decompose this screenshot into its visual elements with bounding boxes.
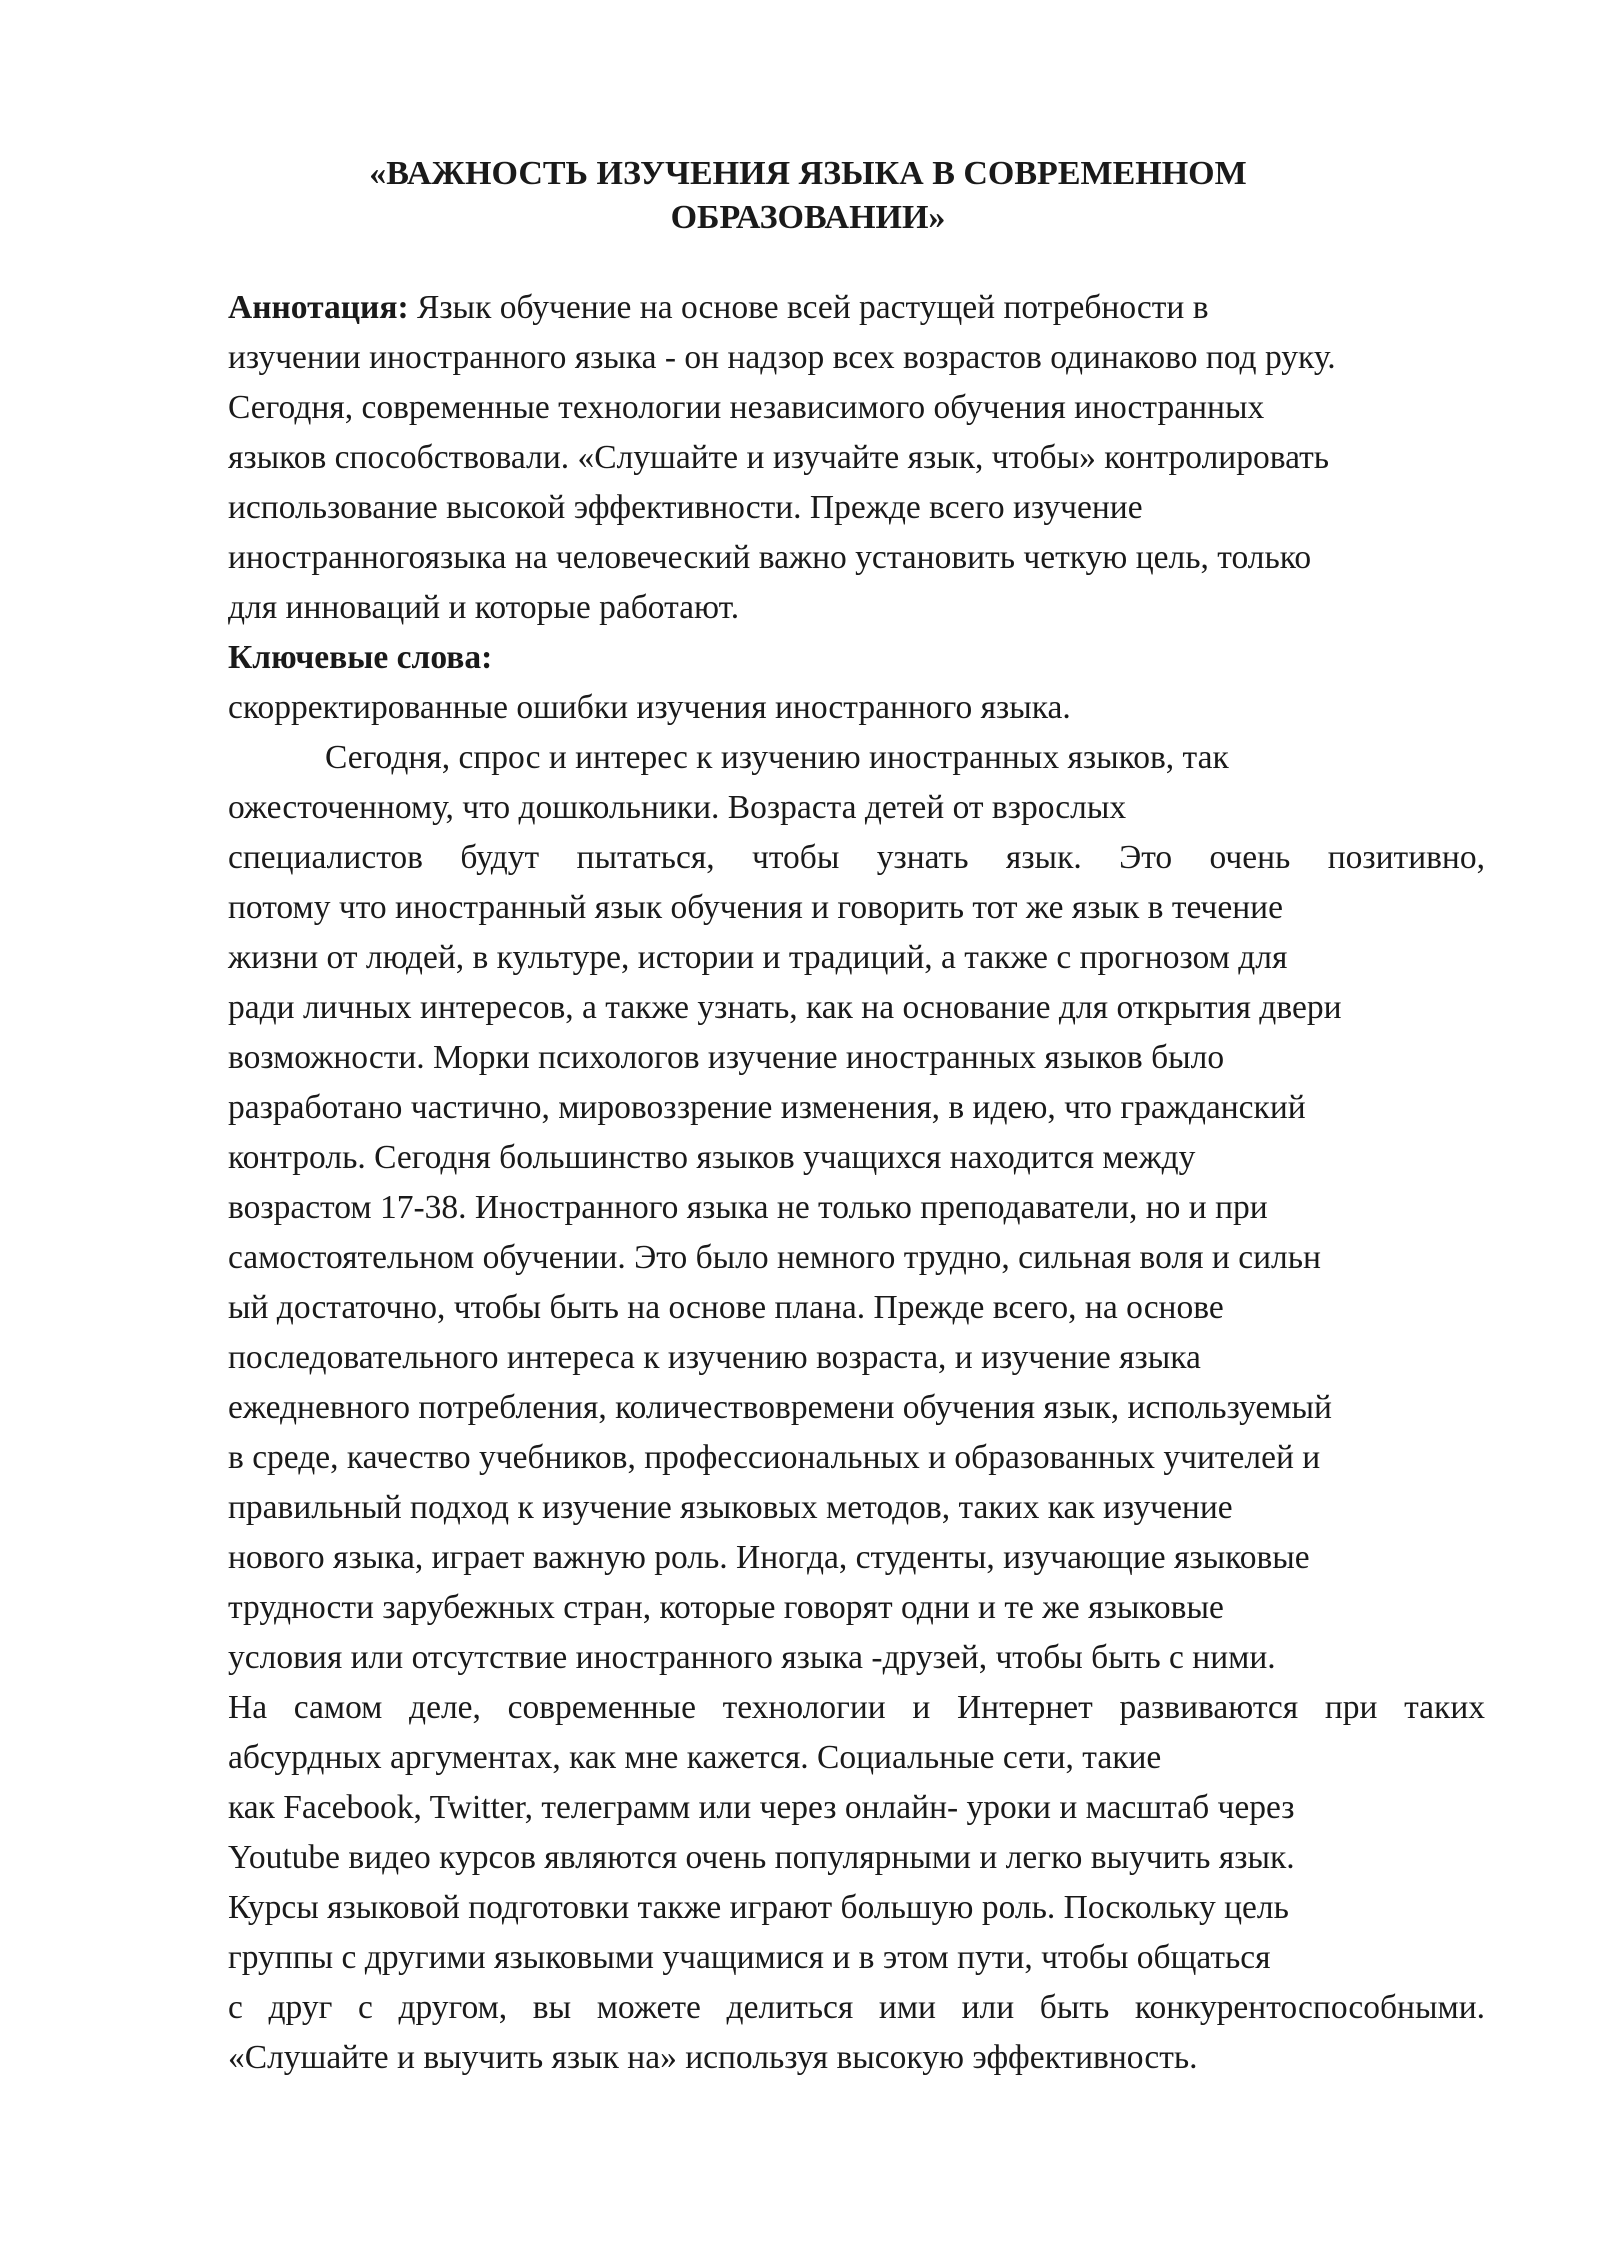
body-line: ый достаточно, чтобы быть на основе плана. Прежде всего, на основе — [228, 1289, 1224, 1326]
body-line: разработано частично, мировоззрение изменения, в идею, что гражданский — [228, 1089, 1306, 1126]
body-line: как Facebook, Twitter, телеграмм или через онлайн- уроки и масштаб через — [228, 1789, 1295, 1826]
body-line: потому что иностранный язык обучения и говорить тот же язык в течение — [228, 889, 1283, 926]
body-line: группы с другими языковыми учащимися и в этом пути, чтобы общаться — [228, 1939, 1271, 1976]
body-line: нового языка, играет важную роль. Иногда, студенты, изучающие языковые — [228, 1539, 1310, 1576]
keywords-label: Ключевые слова: — [228, 639, 493, 676]
annotation-line: Сегодня, современные технологии независимого обучения иностранных — [228, 389, 1265, 426]
keywords-line: скорректированные ошибки изучения иностранного языка. — [228, 689, 1071, 726]
body-line: возрастом 17-38. Иностранного языка не только преподаватели, но и при — [228, 1189, 1268, 1226]
body-line: ради личных интересов, а также узнать, как на основание для открытия двери — [228, 989, 1342, 1026]
annotation-line: использование высокой эффективности. Прежде всего изучение — [228, 489, 1143, 526]
title-line: ОБРАЗОВАНИИ» — [670, 199, 946, 236]
body-line: возможности. Морки психологов изучение иностранных языков было — [228, 1039, 1225, 1076]
document-body — [228, 283, 1498, 2083]
body-line: Курсы языковой подготовки также играют большую роль. Поскольку цель — [228, 1889, 1289, 1926]
annotation-text: Язык обучение на основе всей растущей потребности в — [416, 289, 1209, 326]
annotation-line: изучении иностранного языка - он надзор всех возрастов одинаково под руку. — [228, 339, 1336, 376]
annotation-line: языков способствовали. «Слушайте и изучайте язык, чтобы» контролировать — [228, 439, 1330, 476]
body-line: абсурдных аргументах, как мне кажется. Социальные сети, такие — [228, 1739, 1162, 1776]
title-line: «ВАЖНОСТЬ ИЗУЧЕНИЯ ЯЗЫКА В СОВРЕМЕННОМ — [369, 155, 1247, 192]
body-line: с друг с другом, вы можете делиться ими или быть конкурентоспособными. — [228, 1989, 1485, 2026]
body-line: самостоятельном обучении. Это было немного трудно, сильная воля и сильн — [228, 1239, 1321, 1276]
body-line: контроль. Сегодня большинство языков учащихся находится между — [228, 1139, 1196, 1176]
annotation-line: иностранногоязыка на человеческий важно установить четкую цель, только — [228, 539, 1312, 576]
document-title — [228, 152, 1388, 240]
annotation-label: Аннотация: — [228, 289, 409, 326]
annotation-line: для инноваций и которые работают. — [228, 589, 740, 626]
body-line: жизни от людей, в культуре, истории и традиций, а также с прогнозом для — [228, 939, 1288, 976]
body-line: правильный подход к изучение языковых методов, таких как изучение — [228, 1489, 1233, 1526]
body-line: последовательного интереса к изучению возраста, и изучение языка — [228, 1339, 1201, 1376]
body-line: Сегодня, спрос и интерес к изучению иностранных языков, так — [325, 739, 1229, 776]
body-line: «Слушайте и выучить язык на» используя высокую эффективность. — [228, 2039, 1198, 2076]
body-line: специалистов будут пытаться, чтобы узнать язык. Это очень позитивно, — [228, 839, 1485, 876]
annotation-first-line — [228, 283, 1498, 333]
body-line: Youtube видео курсов являются очень популярными и легко выучить язык. — [228, 1839, 1295, 1876]
body-line: ежедневного потребления, количествовремени обучения язык, используемый — [228, 1389, 1332, 1426]
body-line: условия или отсутствие иностранного языка -друзей, чтобы быть с ними. — [228, 1639, 1276, 1676]
body-line: На самом деле, современные технологии и Интернет развиваются при таких — [228, 1689, 1485, 1726]
body-line: ожесточенному, что дошкольники. Возраста детей от взрослых — [228, 789, 1127, 826]
body-line: трудности зарубежных стран, которые говорят одни и те же языковые — [228, 1589, 1224, 1626]
body-line: в среде, качество учебников, профессиональных и образованных учителей и — [228, 1439, 1321, 1476]
